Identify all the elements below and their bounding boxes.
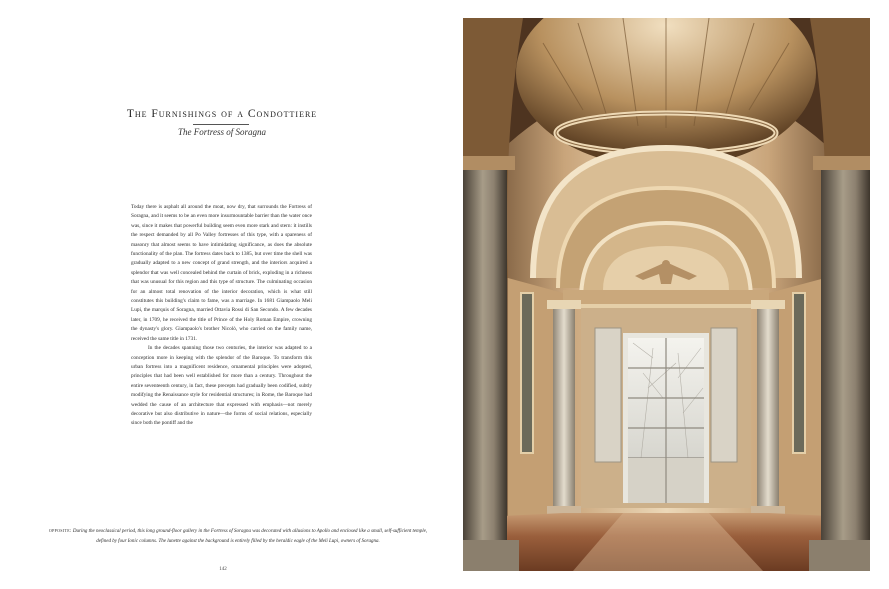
base-front-right: [809, 540, 870, 571]
column-middle-right: [757, 308, 779, 508]
right-wall-panel: [793, 293, 805, 453]
chapter-subtitle: The Fortress of Soragna: [178, 127, 266, 137]
caption-label: opposite:: [48, 529, 72, 534]
paragraph: In the decades spanning those two centuries, the interior was adapted to a conception more in keeping with the splendor of the Baroque. To transform this urban fortress into a magnificent residence, ornamental principles were adopted, principles that had been well established for more than a century. Throughout the entire seventeenth century, in fact, these precepts had gradually been codified, subtly modifying the Renaissance style for residential structures; in Rome, the Baroque had wedded the cause of an architecture that expressed with emphasis—not merely decorative but also distributive in nature—the forms of social relations, especially since both the pontiff and the: [131, 345, 312, 427]
left-wall-panel: [521, 293, 533, 453]
column-front-right: [821, 168, 870, 548]
caption-text: During the neoclassical period, this long ground-floor gallery in the Fortress of Soragna was decorated with allusions to Apollo and enclosed like a small, self-sufficient temple, defined by four Ionic columns. The lunette against the background is entirely filled by the heraldic eagle of the Meli Lupi, owners of Soragna.: [72, 529, 428, 544]
body-text: [131, 203, 312, 429]
capital-front-right: [813, 156, 870, 170]
chapter-title: The Furnishings of a Condottiere: [126, 108, 318, 120]
page-number: 142: [219, 567, 227, 572]
cornice: [563, 304, 769, 308]
base-front-left: [463, 540, 519, 571]
title-rule: [193, 124, 249, 125]
capital-front-left: [463, 156, 515, 170]
column-front-left: [463, 168, 507, 548]
paragraph: Today there is asphalt all around the moat, now dry, that surrounds the Fortress of Soragna, and it seems to be an even more insurmountable barrier than the water once was, since it makes that powerful building seem even more stark and stern: it instills the respect demanded by all Po Valley fortresses of this type, with a spareness of masonry that almost seems to have intimidating significance, as does the absolute functionality of the plan. The fortress dates back to 1385, but over time the shell was gradually adapted to a new concept of grand strength, and the interiors acquired a splendor that was well concealed behind the curtain of brick, exploding in a richness that was unusual for this region and this type of structure. The culminating occasion for an almost total renovation of the interior decoration, which is what still constitutes this building's claim to fame, was a marriage. In 1681 Giampaolo Meli Lupi, the marquis of Soragna, married Ottavia Rossi di San Secondo. A few decades later, in 1709, he received the title of Prince of the Holy Roman Empire, crowning the dynasty's glory. Giampaolo's brother Nicolò, who carried on the family name, received the same title in 1731.: [131, 204, 312, 342]
column-middle-left: [553, 308, 575, 508]
capital-middle-left: [547, 300, 581, 309]
photo-caption: [42, 527, 434, 547]
capital-middle-right: [751, 300, 785, 309]
gallery-illustration: [463, 18, 870, 571]
gallery-photograph: [463, 18, 870, 571]
right-shutter: [711, 328, 737, 462]
entablature: [563, 290, 769, 304]
left-shutter: [595, 328, 621, 462]
